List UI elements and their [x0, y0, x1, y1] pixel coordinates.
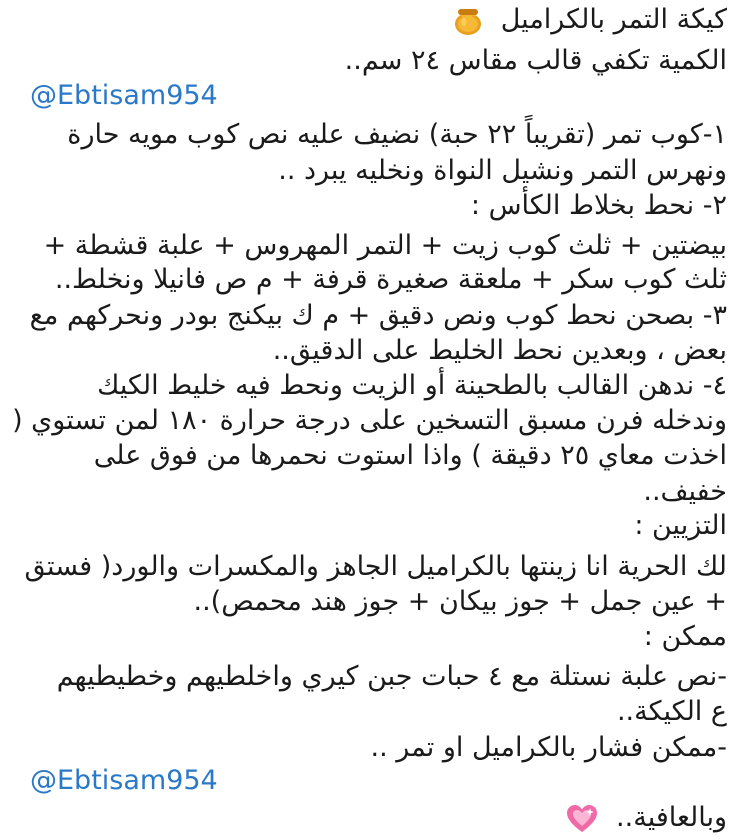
- optional-line: -نص علبة نستلة مع ٤ حبات جبن كيري واخلطيهم وخطيطيهم: [56, 661, 727, 692]
- step-line: ثلث كوب سكر + ملعقة صغيرة قرفة + م ص فانيلا ونخلط..: [54, 264, 727, 295]
- step-line: ٣- بصحن نحط كوب ونص دقيق + م ك بيكنج بودر ونحركهم مع: [29, 300, 727, 331]
- step-line: اخذت معاي ٢٥ دقيقة ) واذا استوت نحمرها من فوق على: [93, 440, 727, 471]
- step-line: بعض ، وبعدين نحط الخليط على الدقيق..: [272, 335, 727, 366]
- recipe-title-line: [20, 2, 727, 38]
- step-line: خفيف..: [643, 476, 727, 507]
- recipe-subtitle: الكمية تكفي قالب مقاس ٢٤ سم..: [344, 45, 727, 76]
- decoration-line: لك الحرية انا زينتها بالكراميل الجاهز والمكسرات والورد( فستق: [24, 551, 727, 582]
- sparkling-heart-icon: [565, 804, 599, 834]
- optional-heading: ممكن :: [643, 621, 727, 652]
- step-line: ٢- نحط بخلاط الكأس :: [470, 190, 727, 221]
- step-line: وندخله فرن مسبق التسخين على درجة حرارة ١٨٠ لمن تستوي (: [12, 405, 727, 436]
- mention-text[interactable]: @Ebtisam954: [30, 80, 218, 111]
- decoration-line: + عين جمل + جوز بيكان + جوز هند محمص)..: [193, 586, 727, 617]
- step-line: ٤- ندهن القالب بالطحينة أو الزيت ونحط فيه خليط الكيك: [97, 370, 727, 401]
- mention-link-bottom[interactable]: [30, 763, 727, 799]
- optional-line: ع الكيكة..: [616, 696, 727, 727]
- mention-text[interactable]: @Ebtisam954: [30, 765, 218, 796]
- recipe-title: كيكة التمر بالكراميل: [500, 4, 727, 35]
- step-line: بيضتين + ثلث كوب زيت + التمر المهروس + علبة قشطة +: [43, 230, 727, 261]
- step-line: ١-كوب تمر (تقريباً ٢٢ حبة) نضيف عليه نص كوب مويه حارة: [67, 119, 727, 150]
- honey-pot-icon: [452, 6, 484, 36]
- closing-line: [20, 800, 727, 836]
- optional-line: -ممكن فشار بالكراميل او تمر ..: [370, 732, 727, 763]
- decoration-heading: التزيين :: [634, 510, 727, 541]
- closing-text: وبالعافية..: [616, 802, 727, 833]
- mention-link-top[interactable]: [30, 78, 727, 114]
- step-line: ونهرس التمر ونشيل النواة ونخليه يبرد ..: [278, 155, 727, 186]
